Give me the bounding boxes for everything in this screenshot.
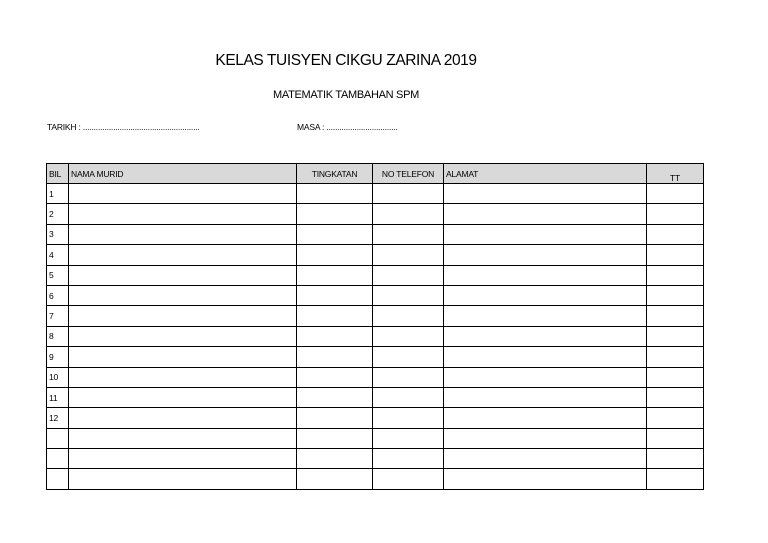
- table-row: [47, 387, 704, 407]
- cell-tingkatan: [297, 347, 373, 367]
- cell-tingkatan: [297, 204, 373, 224]
- cell-tingkatan: [297, 326, 373, 346]
- cell-bil: 11: [47, 387, 69, 407]
- cell-no-telefon: [373, 428, 444, 448]
- cell-nama-murid: [69, 245, 297, 265]
- cell-alamat: [444, 347, 647, 367]
- cell-nama-murid: [69, 408, 297, 428]
- table-row: [47, 184, 704, 204]
- cell-tt: [647, 285, 704, 305]
- cell-no-telefon: [373, 347, 444, 367]
- cell-no-telefon: [373, 306, 444, 326]
- cell-tingkatan: [297, 224, 373, 244]
- cell-bil: 5: [47, 265, 69, 285]
- table-row: [47, 204, 704, 224]
- cell-tt: [647, 387, 704, 407]
- cell-tt: [647, 449, 704, 469]
- col-header-alamat: ALAMAT: [444, 164, 647, 184]
- table-row: [47, 265, 704, 285]
- table-row: [47, 306, 704, 326]
- cell-no-telefon: [373, 367, 444, 387]
- cell-alamat: [444, 326, 647, 346]
- col-header-tingkatan: TINGKATAN: [297, 164, 373, 184]
- cell-alamat: [444, 265, 647, 285]
- cell-nama-murid: [69, 285, 297, 305]
- cell-bil: 3: [47, 224, 69, 244]
- cell-tingkatan: [297, 285, 373, 305]
- table-row: [47, 428, 704, 448]
- cell-tt: [647, 224, 704, 244]
- cell-bil: 7: [47, 306, 69, 326]
- cell-nama-murid: [69, 224, 297, 244]
- cell-no-telefon: [373, 326, 444, 346]
- cell-no-telefon: [373, 204, 444, 224]
- cell-alamat: [444, 449, 647, 469]
- table-row: [47, 245, 704, 265]
- cell-alamat: [444, 367, 647, 387]
- cell-bil: [47, 469, 69, 489]
- cell-alamat: [444, 204, 647, 224]
- table-body: [47, 184, 704, 490]
- cell-tt: [647, 306, 704, 326]
- col-header-no-telefon: NO TELEFON: [373, 164, 444, 184]
- cell-no-telefon: [373, 449, 444, 469]
- time-field: MASA : .................................: [297, 122, 398, 132]
- cell-nama-murid: [69, 367, 297, 387]
- cell-bil: 8: [47, 326, 69, 346]
- cell-tingkatan: [297, 408, 373, 428]
- cell-tingkatan: [297, 387, 373, 407]
- table-row: [47, 326, 704, 346]
- cell-tt: [647, 408, 704, 428]
- cell-no-telefon: [373, 245, 444, 265]
- cell-tingkatan: [297, 428, 373, 448]
- cell-nama-murid: [69, 204, 297, 224]
- cell-nama-murid: [69, 469, 297, 489]
- cell-alamat: [444, 306, 647, 326]
- date-field: TARIKH : ......................................................: [47, 122, 200, 132]
- cell-tingkatan: [297, 265, 373, 285]
- cell-tt: [647, 265, 704, 285]
- col-header-tt: TT: [647, 164, 704, 184]
- cell-tingkatan: [297, 367, 373, 387]
- cell-no-telefon: [373, 469, 444, 489]
- cell-bil: [47, 428, 69, 448]
- cell-no-telefon: [373, 387, 444, 407]
- cell-bil: 4: [47, 245, 69, 265]
- cell-no-telefon: [373, 265, 444, 285]
- cell-no-telefon: [373, 408, 444, 428]
- cell-no-telefon: [373, 224, 444, 244]
- cell-bil: 9: [47, 347, 69, 367]
- table-row: [47, 285, 704, 305]
- cell-tingkatan: [297, 184, 373, 204]
- page-subtitle: MATEMATIK TAMBAHAN SPM: [273, 89, 419, 101]
- cell-alamat: [444, 469, 647, 489]
- cell-alamat: [444, 428, 647, 448]
- col-header-bil: BIL: [47, 164, 69, 184]
- cell-nama-murid: [69, 347, 297, 367]
- col-header-nama-murid: NAMA MURID: [69, 164, 297, 184]
- cell-tt: [647, 367, 704, 387]
- cell-nama-murid: [69, 265, 297, 285]
- table-row: [47, 408, 704, 428]
- table-row: [47, 469, 704, 489]
- cell-nama-murid: [69, 387, 297, 407]
- cell-alamat: [444, 245, 647, 265]
- table-row: [47, 347, 704, 367]
- cell-tt: [647, 245, 704, 265]
- cell-tt: [647, 469, 704, 489]
- cell-alamat: [444, 387, 647, 407]
- cell-nama-murid: [69, 184, 297, 204]
- cell-nama-murid: [69, 326, 297, 346]
- cell-no-telefon: [373, 184, 444, 204]
- cell-tt: [647, 347, 704, 367]
- table-header-row: [47, 164, 704, 184]
- cell-alamat: [444, 285, 647, 305]
- cell-tt: [647, 326, 704, 346]
- cell-bil: 10: [47, 367, 69, 387]
- cell-nama-murid: [69, 306, 297, 326]
- cell-alamat: [444, 184, 647, 204]
- cell-nama-murid: [69, 449, 297, 469]
- cell-tingkatan: [297, 469, 373, 489]
- cell-tt: [647, 184, 704, 204]
- cell-no-telefon: [373, 285, 444, 305]
- cell-bil: 2: [47, 204, 69, 224]
- cell-alamat: [444, 408, 647, 428]
- cell-bil: [47, 449, 69, 469]
- cell-bil: 1: [47, 184, 69, 204]
- cell-tingkatan: [297, 449, 373, 469]
- cell-tt: [647, 204, 704, 224]
- table-row: [47, 449, 704, 469]
- page-title: KELAS TUISYEN CIKGU ZARINA 2019: [215, 52, 477, 69]
- cell-tingkatan: [297, 245, 373, 265]
- cell-bil: 6: [47, 285, 69, 305]
- cell-nama-murid: [69, 428, 297, 448]
- cell-bil: 12: [47, 408, 69, 428]
- cell-alamat: [444, 224, 647, 244]
- table-row: [47, 224, 704, 244]
- attendance-table: [46, 163, 704, 490]
- cell-tt: [647, 428, 704, 448]
- cell-tingkatan: [297, 306, 373, 326]
- table-row: [47, 367, 704, 387]
